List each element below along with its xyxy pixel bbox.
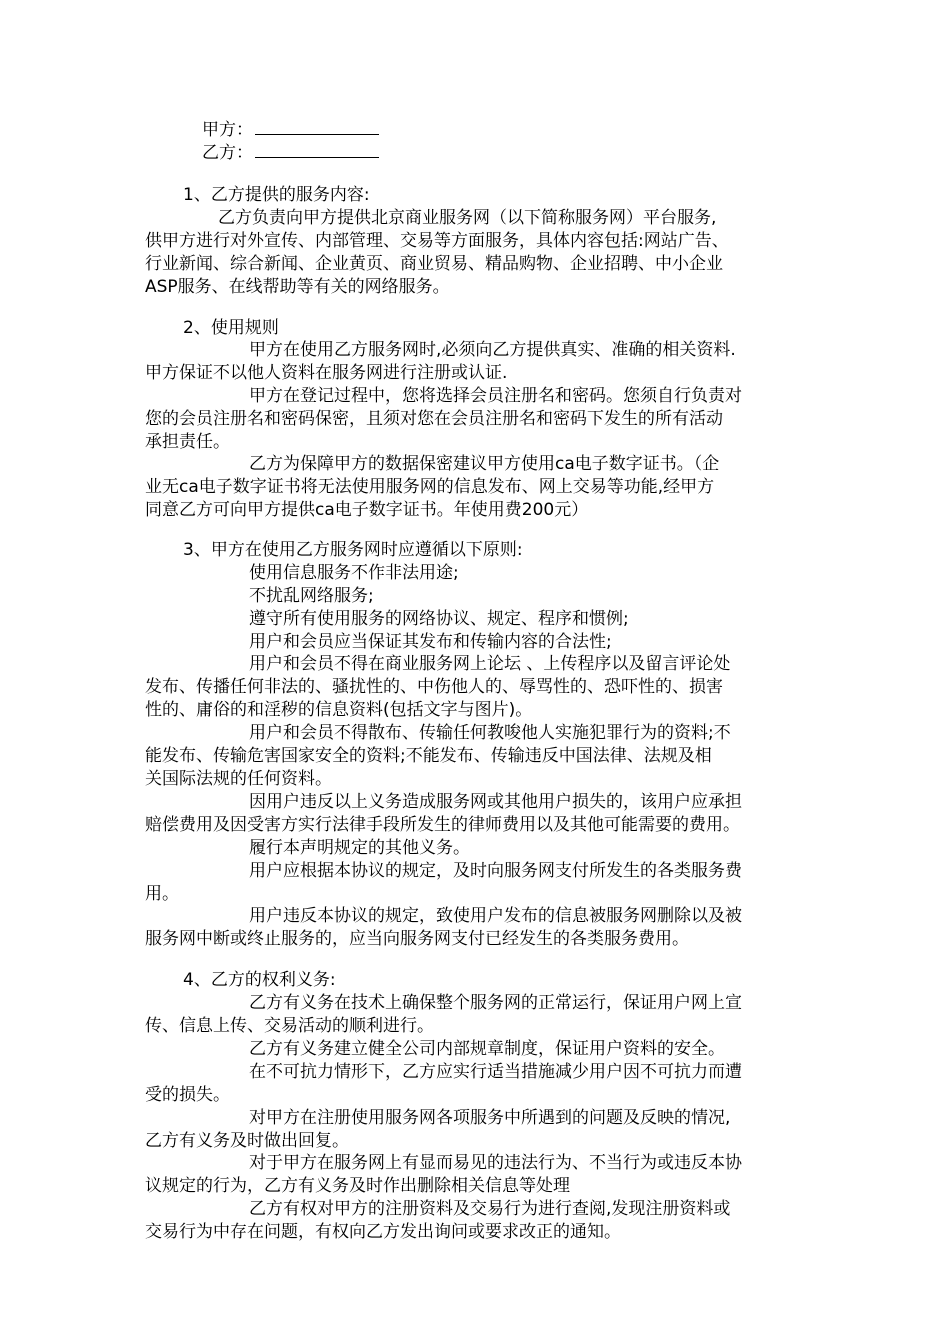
section3-line: 关国际法规的任何资料。: [145, 769, 332, 789]
section4-line: 乙方有权对甲方的注册资料及交易行为进行查阅,发现注册资料或: [249, 1199, 731, 1219]
party-b-label: 乙方：: [202, 143, 253, 163]
section3-line: 用。: [145, 884, 179, 904]
party-a-blank: [255, 118, 379, 135]
section4-line: 交易行为中存在问题，有权向乙方发出询问或要求改正的通知。: [145, 1222, 621, 1242]
section3-heading: 3、甲方在使用乙方服务网时应遵循以下原则:: [183, 540, 523, 560]
section3-line: 遵守所有使用服务的网络协议、规定、程序和惯例;: [249, 609, 629, 629]
section3-line: 用户应根据本协议的规定，及时向服务网支付所发生的各类服务费: [249, 861, 742, 881]
section3-line: 能发布、传输危害国家安全的资料;不能发布、传输违反中国法律、法规及相: [145, 746, 712, 766]
section3-line: 性的、庸俗的和淫秽的信息资料(包括文字与图片)。: [145, 700, 533, 720]
section2-line: 甲方保证不以他人资料在服务网进行注册或认证.: [145, 363, 508, 383]
section4-line: 对于甲方在服务网上有显而易见的违法行为、不当行为或违反本协: [249, 1153, 742, 1173]
section4-line: 议规定的行为，乙方有义务及时作出删除相关信息等处理: [145, 1176, 570, 1196]
section4-line: 受的损失。: [145, 1085, 230, 1105]
section3-line: 用户和会员应当保证其发布和传输内容的合法性;: [249, 632, 612, 652]
section3-line: 用户和会员不得散布、传输任何教唆他人实施犯罪行为的资料;不: [249, 723, 731, 743]
section2-line: 承担责任。: [145, 432, 230, 452]
section3-line: 因用户违反以上义务造成服务网或其他用户损失的，该用户应承担: [249, 792, 742, 812]
party-b-line: [202, 141, 379, 164]
section4-line: 乙方有义务及时做出回复。: [145, 1131, 349, 1151]
party-a-line: [202, 118, 379, 141]
section2-heading: 2、使用规则: [183, 318, 279, 338]
section4-line: 传、信息上传、交易活动的顺利进行。: [145, 1016, 434, 1036]
party-a-label: 甲方：: [202, 120, 253, 140]
section3-line: 履行本声明规定的其他义务。: [249, 838, 470, 858]
section4-line: 在不可抗力情形下，乙方应实行适当措施减少用户因不可抗力而遭: [249, 1062, 742, 1082]
section1-line: 行业新闻、综合新闻、企业黄页、商业贸易、精品购物、企业招聘、中小企业: [145, 254, 723, 274]
section3-line: 发布、传播任何非法的、骚扰性的、中伤他人的、辱骂性的、恐吓性的、损害: [145, 677, 723, 697]
section2-line: 同意乙方可向甲方提供ca电子数字证书。年使用费200元）: [145, 500, 589, 520]
section3-line: 用户和会员不得在商业服务网上论坛 、上传程序以及留言评论处: [249, 654, 731, 674]
section2-line: 甲方在登记过程中，您将选择会员注册名和密码。您须自行负责对: [249, 386, 742, 406]
section4-heading: 4、乙方的权利义务:: [183, 970, 336, 990]
section3-line: 赔偿费用及因受害方实行法律手段所发生的律师费用以及其他可能需要的费用。: [145, 815, 740, 835]
section3-line: 不扰乱网络服务;: [249, 586, 374, 606]
section2-line: 业无ca电子数字证书将无法使用服务网的信息发布、网上交易等功能,经甲方: [145, 477, 715, 497]
section2-line: 您的会员注册名和密码保密，且须对您在会员注册名和密码下发生的所有活动: [145, 409, 723, 429]
section4-line: 对甲方在注册使用服务网各项服务中所遇到的问题及反映的情况,: [249, 1108, 731, 1128]
section1-line: 供甲方进行对外宣传、内部管理、交易等方面服务，具体内容包括:网站广告、: [145, 231, 729, 251]
section1-heading: 1、乙方提供的服务内容:: [183, 185, 370, 205]
section4-line: 乙方有义务在技术上确保整个服务网的正常运行，保证用户网上宣: [249, 993, 742, 1013]
section3-line: 使用信息服务不作非法用途;: [249, 563, 459, 583]
section3-line: 服务网中断或终止服务的，应当向服务网支付已经发生的各类服务费用。: [145, 929, 689, 949]
section4-line: 乙方有义务建立健全公司内部规章制度，保证用户资料的安全。: [249, 1039, 725, 1059]
section2-line: 乙方为保障甲方的数据保密建议甲方使用ca电子数字证书。（企: [249, 454, 720, 474]
party-b-blank: [255, 141, 379, 158]
section1-line: 乙方负责向甲方提供北京商业服务网（以下简称服务网）平台服务,: [218, 208, 717, 228]
section3-line: 用户违反本协议的规定，致使用户发布的信息被服务网删除以及被: [249, 906, 742, 926]
section2-line: 甲方在使用乙方服务网时,必须向乙方提供真实、准确的相关资料.: [249, 340, 736, 360]
section1-line: ASP服务、在线帮助等有关的网络服务。: [145, 277, 450, 297]
